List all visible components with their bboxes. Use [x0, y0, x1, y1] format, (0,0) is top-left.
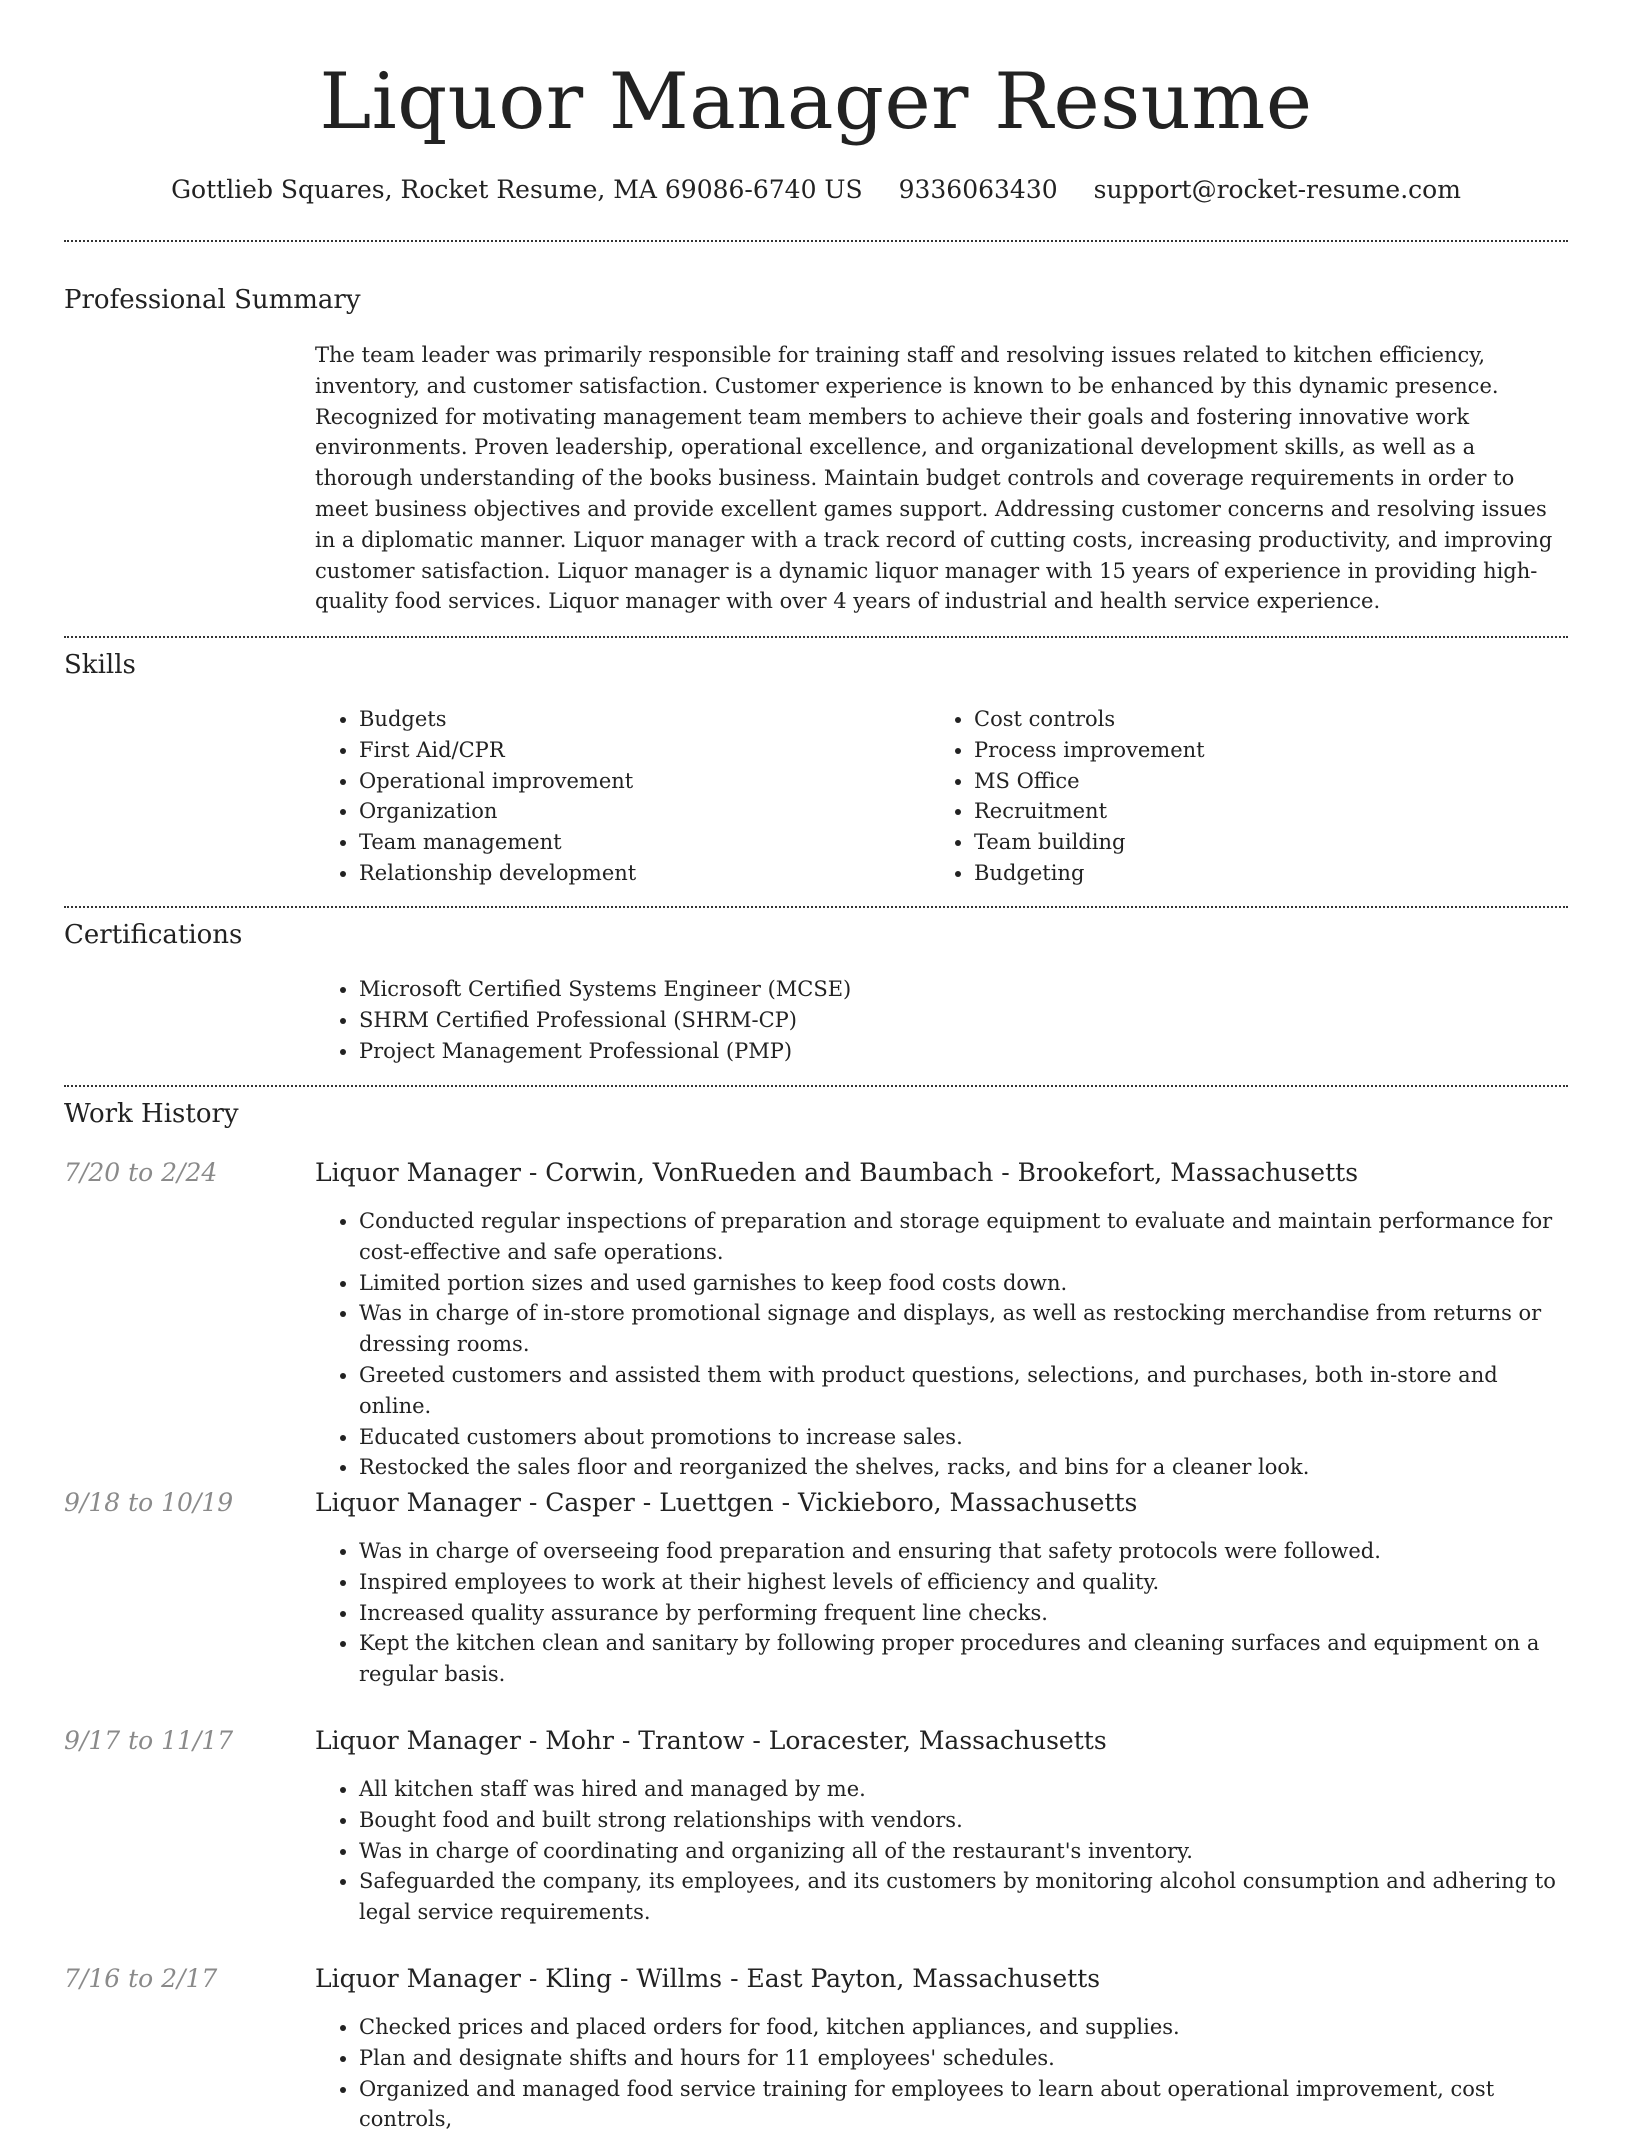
- job-title: Liquor Manager - Mohr - Trantow - Loracester, Massachusetts: [315, 1726, 1107, 1755]
- skills-list-left: [315, 704, 915, 889]
- skill-item: • Budgets: [359, 704, 915, 735]
- resume-title: Liquor Manager Resume: [319, 57, 1313, 147]
- divider: [64, 636, 1568, 638]
- job-dates: 7/20 to 2/24: [64, 1158, 218, 1187]
- job-bullet: • Safeguarded the company, its employees, and its customers by monitoring alcohol consumption and adhering to legal service requirements.: [359, 1866, 1567, 1928]
- job-bullet: • Greeted customers and assisted them with product questions, selections, and purchases, both in-store and online.: [359, 1360, 1567, 1422]
- job-bullet: • Organized and managed food service training for employees to learn about operational improvement, cost controls,: [359, 2074, 1567, 2135]
- job-bullet: • Restocked the sales floor and reorganized the shelves, racks, and bins for a cleaner look.: [359, 1452, 1567, 1483]
- certifications-heading: Certifications: [64, 920, 243, 950]
- job-responsibilities: [315, 2012, 1567, 2135]
- skill-item: • Organization: [359, 796, 915, 827]
- certification-item: • Project Management Professional (PMP): [359, 1036, 1567, 1067]
- skill-item: • Operational improvement: [359, 766, 915, 797]
- skill-item: • First Aid/CPR: [359, 735, 915, 766]
- job-bullet: • Plan and designate shifts and hours for 11 employees' schedules.: [359, 2043, 1567, 2074]
- job-bullet: • Was in charge of in-store promotional signage and displays, as well as restocking merchandise from returns or dressing rooms.: [359, 1298, 1567, 1360]
- job-bullet: • Kept the kitchen clean and sanitary by following proper procedures and cleaning surfaces and equipment on a regular basis.: [359, 1628, 1567, 1690]
- divider: [64, 1085, 1568, 1087]
- job-bullet: • All kitchen staff was hired and managed by me.: [359, 1774, 1567, 1805]
- job-bullet: • Inspired employees to work at their highest levels of efficiency and quality.: [359, 1567, 1567, 1598]
- skill-item: • Team building: [974, 827, 1530, 858]
- summary-text: The team leader was primarily responsible for training staff and resolving issues related to kitchen efficiency, inventory, and customer satisfaction. Customer experience is known to be enhanced by this dynamic presence. Recognized for motivating management team members to achieve their goals and fostering innovative work environments. Proven leadership, operational excellence, and organizational development skills, as well as a thorough understanding of the books business. Maintain budget controls and coverage requirements in order to meet business objectives and provide excellent games support. Addressing customer concerns and resolving issues in a diplomatic manner. Liquor manager with a track record of cutting costs, increasing productivity, and improving customer satisfaction. Liquor manager is a dynamic liquor manager with 15 years of experience in providing high-quality food services. Liquor manager with over 4 years of industrial and health service experience.: [315, 343, 1553, 614]
- contact-email: support@rocket-resume.com: [1093, 175, 1461, 204]
- job-bullet: • Was in charge of coordinating and organizing all of the restaurant's inventory.: [359, 1836, 1567, 1867]
- job-responsibilities: [315, 1536, 1567, 1690]
- skill-item: • Recruitment: [974, 796, 1530, 827]
- job-bullet: • Was in charge of overseeing food preparation and ensuring that safety protocols were followed.: [359, 1536, 1567, 1567]
- contact-address: Gottlieb Squares, Rocket Resume, MA 69086-6740 US: [171, 175, 863, 204]
- certification-item: • Microsoft Certified Systems Engineer (MCSE): [359, 974, 1567, 1005]
- job-bullet: • Bought food and built strong relationships with vendors.: [359, 1805, 1567, 1836]
- job-bullet: • Conducted regular inspections of preparation and storage equipment to evaluate and maintain performance for cost-effective and safe operations.: [359, 1206, 1567, 1268]
- skill-item: • Relationship development: [359, 858, 915, 889]
- certification-item: • SHRM Certified Professional (SHRM-CP): [359, 1005, 1567, 1036]
- divider: [64, 240, 1568, 242]
- job-bullet: • Limited portion sizes and used garnishes to keep food costs down.: [359, 1268, 1567, 1299]
- job-responsibilities: [315, 1774, 1567, 1928]
- job-dates: 7/16 to 2/17: [64, 1964, 218, 1993]
- skill-item: • Budgeting: [974, 858, 1530, 889]
- certifications-list: [315, 974, 1567, 1066]
- job-dates: 9/17 to 11/17: [64, 1726, 234, 1755]
- summary-text-block: [315, 340, 1567, 617]
- job-dates: 9/18 to 10/19: [64, 1488, 234, 1517]
- contact-phone: 9336063430: [898, 175, 1058, 204]
- divider: [64, 906, 1568, 908]
- job-responsibilities: [315, 1206, 1567, 1483]
- job-bullet: • Educated customers about promotions to increase sales.: [359, 1422, 1567, 1453]
- skills-heading: Skills: [64, 650, 136, 680]
- job-bullet: • Increased quality assurance by performing frequent line checks.: [359, 1598, 1567, 1629]
- summary-heading: Professional Summary: [64, 285, 361, 315]
- skill-item: • Cost controls: [974, 704, 1530, 735]
- skill-item: • Process improvement: [974, 735, 1530, 766]
- skill-item: • Team management: [359, 827, 915, 858]
- job-bullet: • Checked prices and placed orders for food, kitchen appliances, and supplies.: [359, 2012, 1567, 2043]
- work-history-heading: Work History: [64, 1099, 239, 1129]
- job-title: Liquor Manager - Casper - Luettgen - Vickieboro, Massachusetts: [315, 1488, 1138, 1517]
- skill-item: • MS Office: [974, 766, 1530, 797]
- contact-line: [0, 172, 1632, 208]
- skills-list-right: [930, 704, 1530, 889]
- job-title: Liquor Manager - Kling - Willms - East Payton, Massachusetts: [315, 1964, 1101, 1993]
- job-title: Liquor Manager - Corwin, VonRueden and Baumbach - Brookefort, Massachusetts: [315, 1158, 1359, 1187]
